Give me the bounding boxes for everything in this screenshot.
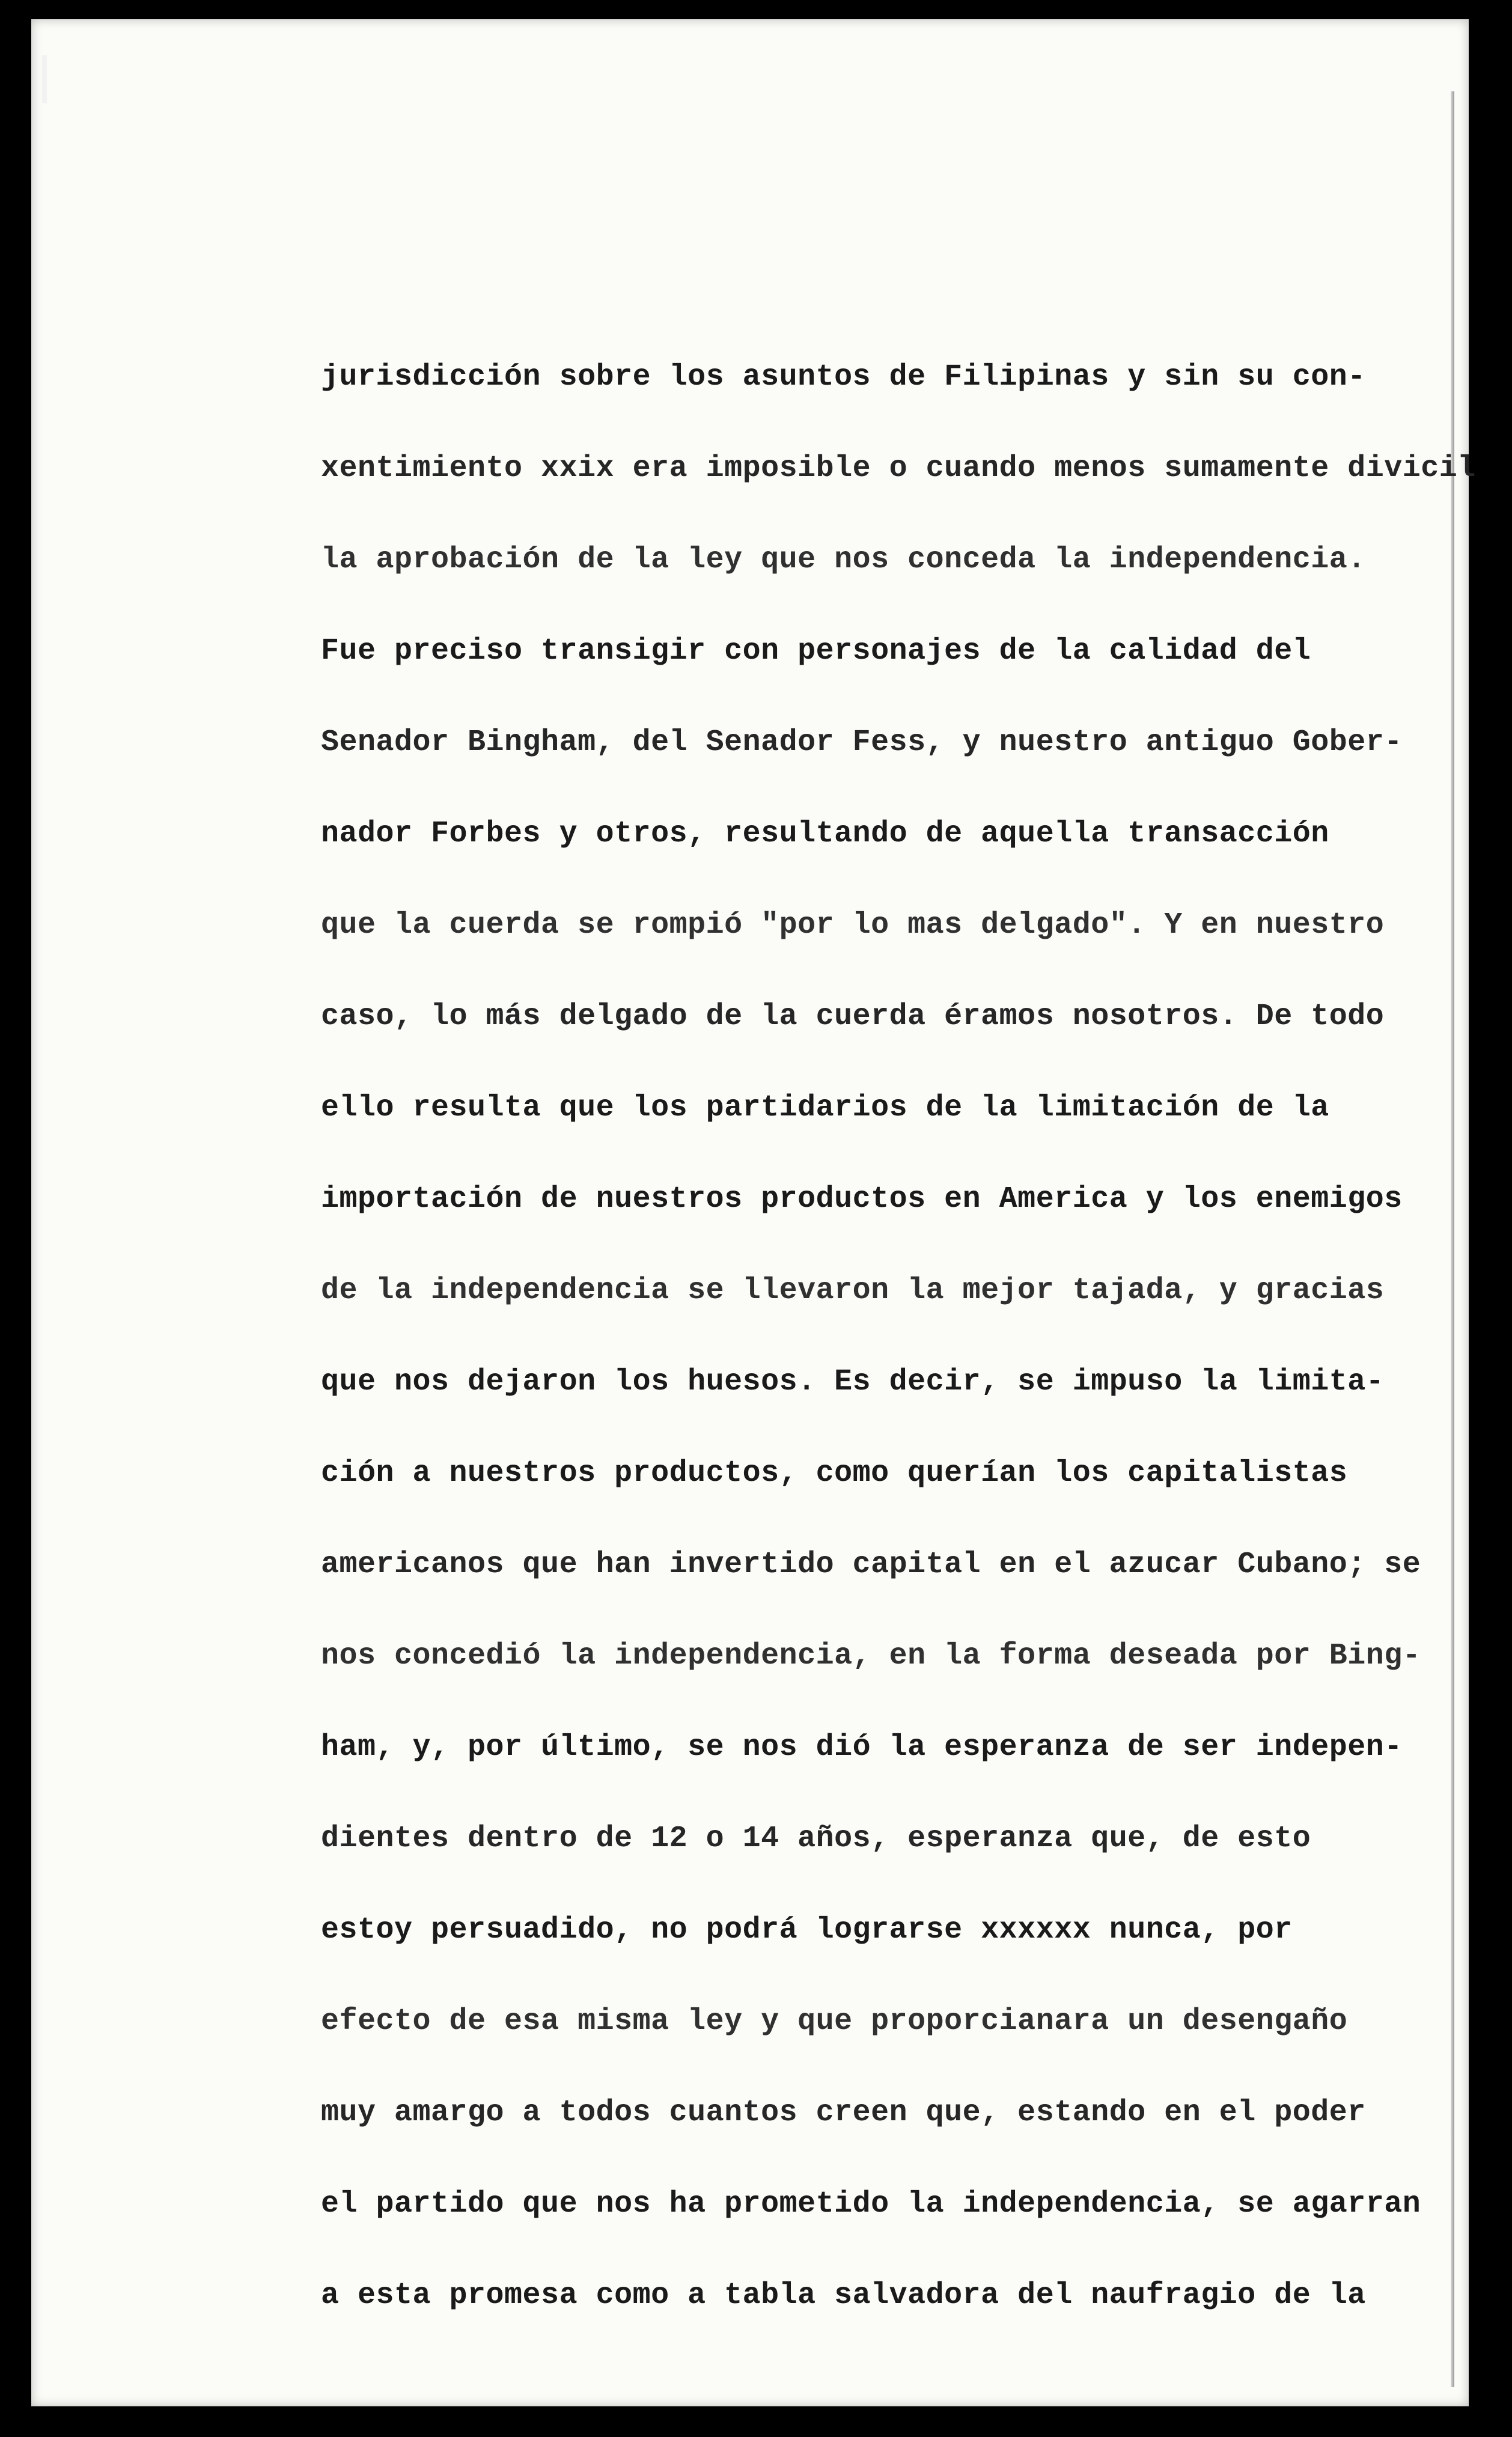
- scan-edge-mark: [42, 55, 47, 103]
- text-line: estoy persuadido, no podrá lograrse xxxxxx nunca, por: [321, 1913, 1293, 1947]
- text-line: ello resulta que los partidarios de la limitación de la: [321, 1091, 1329, 1125]
- text-line: Senador Bingham, del Senador Fess, y nuestro antiguo Gober-: [321, 725, 1403, 760]
- text-line: importación de nuestros productos en America y los enemigos: [321, 1182, 1403, 1216]
- text-line: nos concedió la independencia, en la forma deseada por Bing-: [321, 1639, 1421, 1673]
- text-line: que la cuerda se rompió "por lo mas delgado". Y en nuestro: [321, 908, 1385, 942]
- text-line: dientes dentro de 12 o 14 años, esperanza que, de esto: [321, 1822, 1311, 1856]
- text-line: efecto de esa misma ley y que proporcianara un desengaño: [321, 2004, 1348, 2039]
- typed-page: [31, 19, 1476, 2406]
- text-line: ham, y, por último, se nos dió la esperanza de ser indepen-: [321, 1730, 1403, 1764]
- text-line: Fue preciso transigir con personajes de la calidad del: [321, 634, 1311, 668]
- text-line: la aprobación de la ley que nos conceda la independencia.: [321, 543, 1366, 577]
- text-line: ción a nuestros productos, como querían los capitalistas: [321, 1456, 1348, 1490]
- text-line: el partido que nos ha prometido la independencia, se agarran: [321, 2187, 1421, 2221]
- typed-body-text: [321, 332, 1476, 2341]
- text-line: a esta promesa como a tabla salvadora del naufragio de la: [321, 2278, 1366, 2313]
- text-line: xentimiento xxix era imposible o cuando menos sumamente divicil: [321, 451, 1476, 486]
- text-line: jurisdicción sobre los asuntos de Filipinas y sin su con-: [321, 360, 1366, 394]
- text-line: nador Forbes y otros, resultando de aquella transacción: [321, 817, 1329, 851]
- text-line: de la independencia se llevaron la mejor tajada, y gracias: [321, 1273, 1385, 1308]
- text-line: caso, lo más delgado de la cuerda éramos nosotros. De todo: [321, 999, 1385, 1034]
- text-line: muy amargo a todos cuantos creen que, estando en el poder: [321, 2096, 1366, 2130]
- text-line: que nos dejaron los huesos. Es decir, se impuso la limita-: [321, 1365, 1385, 1399]
- text-line: americanos que han invertido capital en el azucar Cubano; se: [321, 1548, 1421, 1582]
